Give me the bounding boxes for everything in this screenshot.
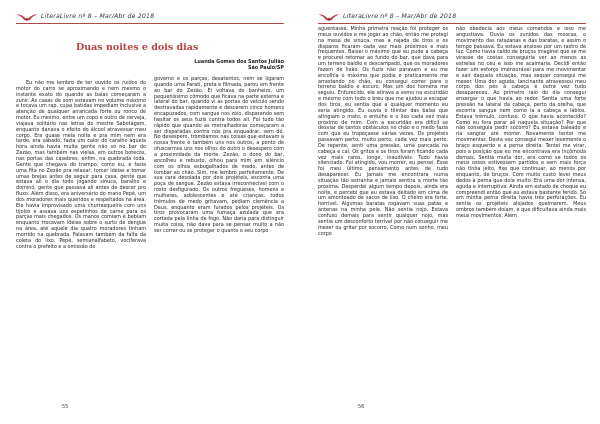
right-page bbox=[300, 0, 600, 424]
column-2 bbox=[456, 27, 586, 237]
column-2 bbox=[154, 59, 284, 250]
paragraph: governo e os parças, desatentos, nem se ligaram quando uma Parati, preta e filmada, parou em frente ao bar do Zezão. Ei voltava do banheiro, um pequeníssimo cômodo que ficava na parte externa e lateral do bar, quando vi as portas do veículo sendo destravadas rapidamente e descerem cinco homens encapuzados, com sangue nos zóio, disparando sem hesitar os seus fuzis contra todos ali. Foi tudo tão rápido que quando as metralhadoras começaram a ser disparadas contra nós pra enquadrar, sem dó. No desespero, trombamos nas coisas que estavam a nossa frente e também uns nos outros, a ponto de ofuscarmos uns nos olhos do outro o desespero com a proximidade da morte. Zezão, o dono do bar, encolheu e rebusto, olhou para mim em silêncio com os olhos esbugalhados de medo, antes de tombar ao chão. Sim, me lembro perfeitamente. De sua cara desolada por dois projéteis, escorria uma poça de sangue. Zezão estava irreconhecível com o rosto desfigurado. Os outros fregueses, homens e mulheres, adolescentes e até crianças, todos trêmulos de medo gritavam, pediam clemência a Deus, enquanto eram furados pelos projéteis. Os tiros provocaram uma fumaça azulada que era cortada pela linha de fogo. Não daria para distinguir muita coisa, não dava para se pensar muito a não ser correr ou se proteger o quanto o seu corpo bbox=[154, 76, 284, 234]
header-rule bbox=[16, 23, 284, 24]
header-title: LiteraLivre nº 8 – Mar/Abr de 2018 bbox=[41, 12, 155, 20]
header-title: LiteraLivre nº 8 – Mar/Abr de 2018 bbox=[343, 12, 457, 20]
byline bbox=[154, 59, 284, 71]
column-1 bbox=[16, 59, 146, 250]
article-title: Duas noites e dois dias bbox=[76, 42, 199, 53]
column-1 bbox=[318, 27, 448, 237]
page-header bbox=[318, 10, 586, 22]
author-name: Luanda Gomes dos Santos Julião bbox=[194, 59, 284, 65]
text-columns bbox=[318, 27, 586, 237]
page-number: 56 bbox=[358, 404, 365, 410]
header-rule bbox=[318, 23, 586, 24]
bird-logo-icon bbox=[318, 11, 340, 22]
paragraph: Eu não me lembro de ter ouvido os ruídos do motor do carro se aproximando e nem mesmo o instante exato do quando as balas começaram a zunir. As casas de som estavam no volume máximo e tocava um rap, cujas batidas impediam inclusive a atenção de qualquer arrancada forte ou ronco de motor. Eu mesmo, entre um copo e outro de cerveja, viajava solitário nas letras do mestre Sabotagem, enquanto danava o efeito do álcool atravessar meu corpo. Era quase meia noite e pra mim nem era tarde, era sábado, fazia um calor do caralho àquela hora ainda havia muita gente não só no bar do Zezão, mas também nas vielas, em outros botecos, nas portas das casebres, enfim, na quebrada toda. Gente que chegava do trampo, como eu, e fazia uma fita no Zezão pra relaxar, torcer ideias e tomar umas brejas antes de seguir para casa, gente que estava ali o dia todo jogando sinuca, baralho e dominó, gente que passava ali antes de descer pro fluxo. Além disso, era aniversário do mano Pepê, um dos moradores mais queridos e respeitados na área. Ele havia improvisado uma churrasqueira com uns tijolos e assava uns espetinhos de carne para os parças mais chegados. Os manos comiam e bebiam enquanto trocavam ideias sobre o surto de dengue na área, até aquele dia quatro moradores tinham morrido na quebrada. Falavam também da falta da coleta do lixo. Pepê, semianalfabeto, vociferava contra o prefeito e a omissão do bbox=[16, 80, 146, 250]
author-location: São Paulo/SP bbox=[247, 65, 284, 71]
text-columns bbox=[16, 59, 284, 250]
page-number: 55 bbox=[62, 404, 69, 410]
paragraph: não obedecia aos meus comandos e isso me angustiava. Ouvia os zunidos das moscas, o movimento das ratazanas e das baratas, e assim o tempo passava. Eu estava ansioso por um rastro de luz. Como havia caído de bruços imaginei que se me virasse de costas conseguiria ver ao menos as estrelas no céu e isso me acalmaria. Decidi então fazer um esforço imensurável para me movimentar e sair daquela situação, mas sequer consegui me mexer. Uma dor aguda, lancinante atravessou meu corpo dos pés à cabeça e outra vez tudo desapareceu. Ao primeiro raio do dia consegui enxergar o que havia ao redor. Sentia uma forte pressão na lateral da cabeça, perto da orelha, que escorria sangue nem como ia a cabeça e lábios. Estava trêmulo, confuso. O que havia acontecido? Como eu fora parar ali naquela situação? Por que não conseguia pedir socorro? Eu estava baleado e ria sangrar até morrer. Novamente tentei me movimentar. Desta vez consegui mexer levemente o braço esquerdo e a perna direita. Tentei me virar, pois a posição que eu me encontrava era incômoda demais. Sentia muita dor, era como se todos os meus ossos estivessem partidos e sem mais força não tinha jeito, fixe que continuar, ao menos por enquanto, de bruços. Com muito custo levei meus dedos à perna que doía muito. Era uma dor intensa, aguda e interruptiva. Ainda em estado de choque eu compreendi então que eu estava bastante ferido. Só em minha perna direita havia três perfurações. Eu sentia os projéteis alojados queimarem. Meus ombros também doíam, e que dificultava ainda mais meus movimentos. Além bbox=[456, 26, 586, 219]
paragraph: aguentasse. Minha primeira reação foi proteger os meus ouvidos e me jogar ao chão, então me protegi na mesa de sinuca, mas a rajada de tiros e os disparos ficaram cada vez mais próximos e mais frequentes. Baixei o máximo que eu pude a cabeça e procurei retomar ao fundo do bar, que dava para um terreno baldio e descampado, que os moradores fazem de lixão. Os fuzis não paravam e eu me encolhia o máximo que podia e praticamente me arrastando no chão, eu consegui correr para o terreno baldio e escuro. Mas um dos homens me seguiu. Enfurecido, ele atirava a esmo na escuridão e mesmo com todo o breu que me ajudou a escapar dos tiros, eu sentia que a qualquer momento eu seria atingido. Eu ouvia o tilintar das balas que atingiam o mato, o entulho e o lixo cada vez mais próximo de mim. Com a escuridão era difícil se desviar de tantos obstáculos no chão e o medo fazia com que eu tropeçasse várias vezes. Os projéteis passavam perto, muito perto, cada vez mais perto. De repente, senti uma pressão, uma pancada na cabeça e caí. Os gritos e os tiros foram ficando cada vez mais raros, longe, inaudíveis. Tudo havia silenciado. Fui atingido, vou morrer, eu pensei. Esse foi meu último pensamento antes de tudo desaparecer. Eu jamais me encontrara numa situação tão estranha e jamais sentira a morte tão próxima. Desperdei algum tempo depois, ainda era noite, e percebi que eu estava deitado em cima de um amontoado de sacos de lixo. O cheiro era forte, horrível. Algumas baratas rogavam suas patas e antenas na minha pele. Não sentia nojo. Estava confuso demais para sentir qualquer nojo, mas sentia um desconforto terrível por não conseguir me mexer ou gritar por socorro. Como num sonho, meu corpo bbox=[318, 26, 448, 237]
bird-logo-icon bbox=[16, 11, 38, 22]
page-header bbox=[16, 10, 284, 22]
